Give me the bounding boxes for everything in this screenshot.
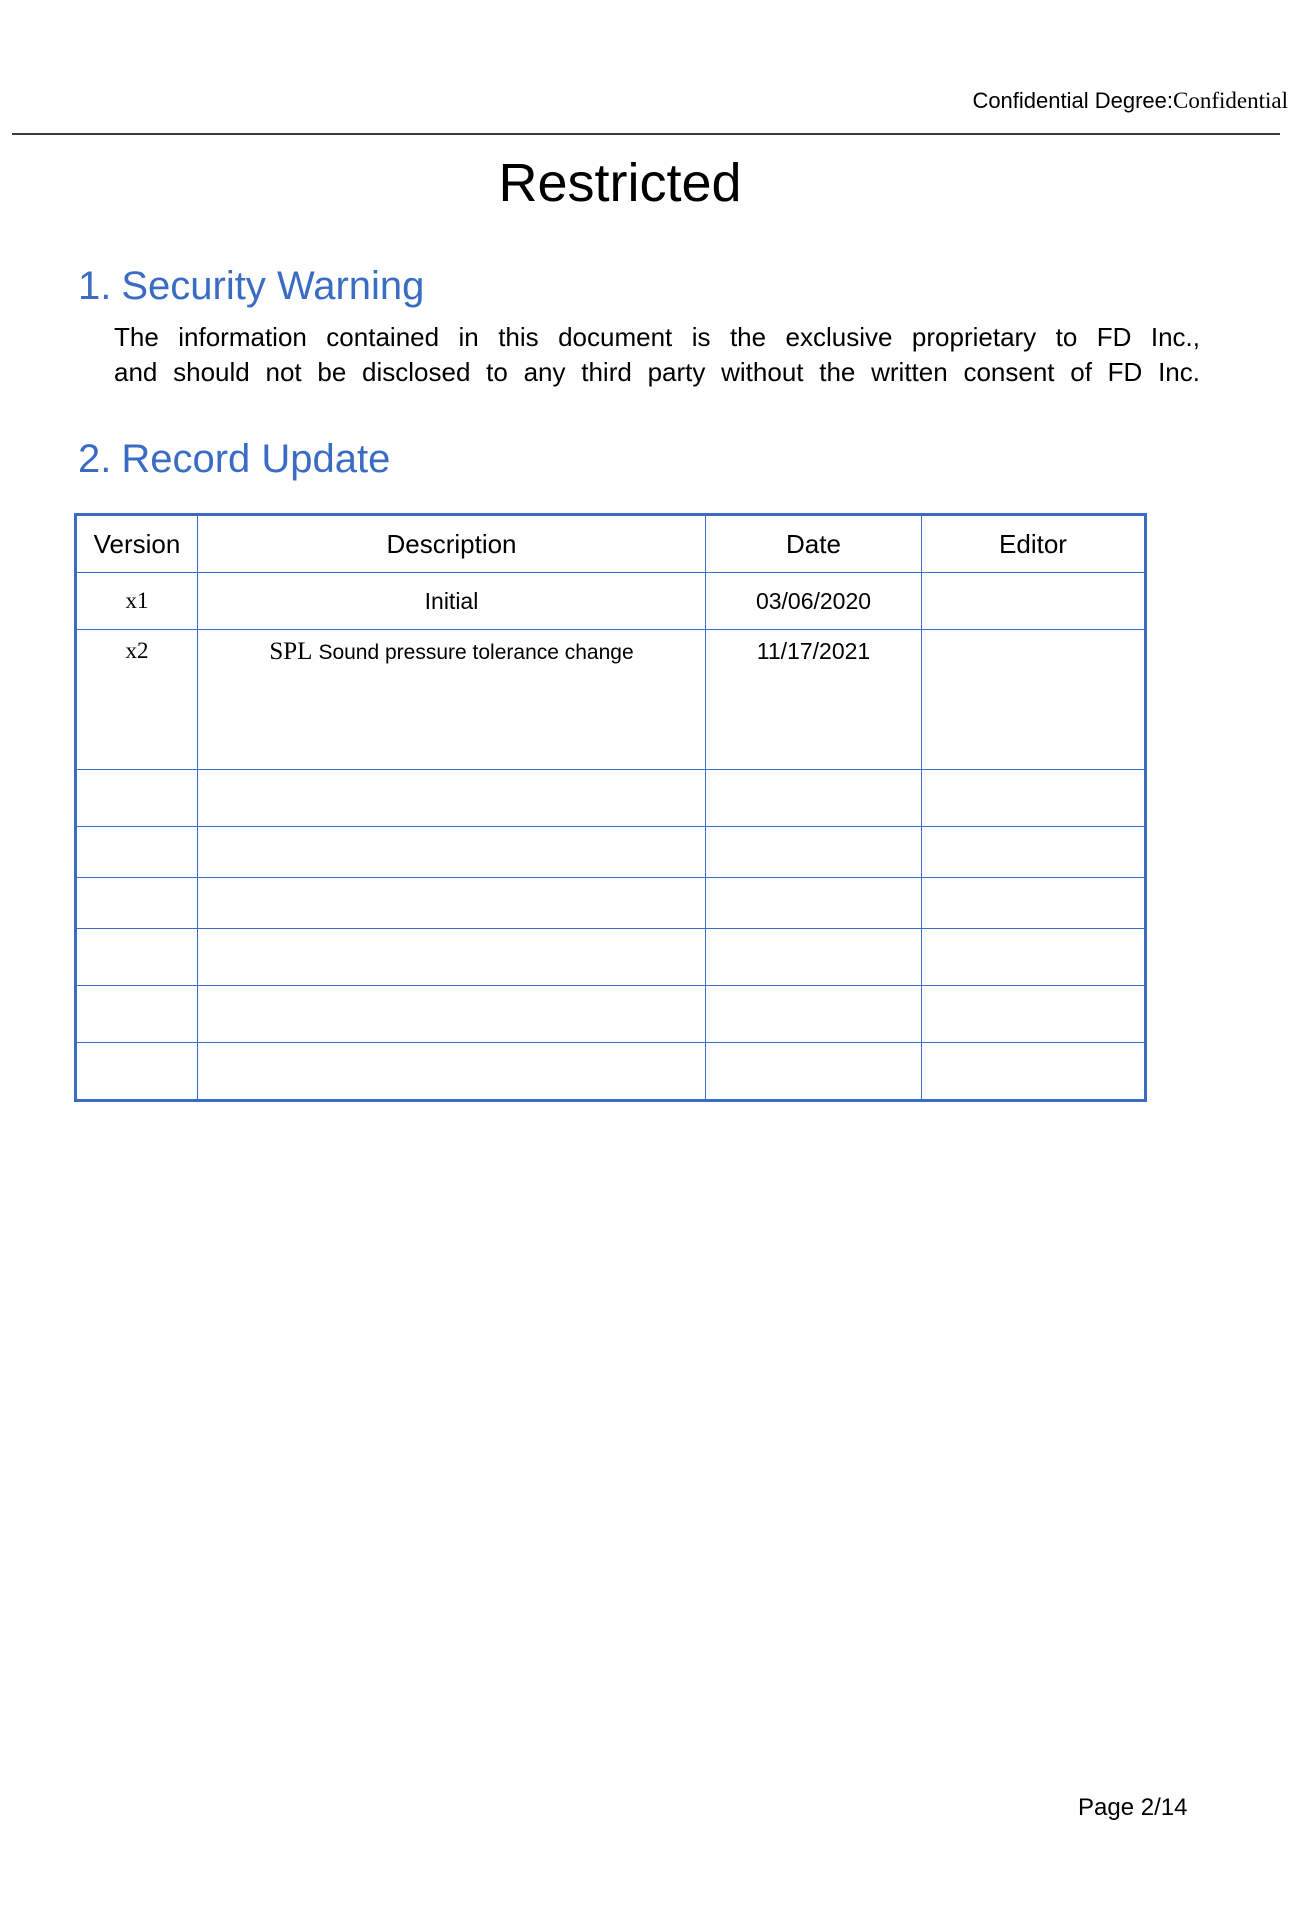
description-abbreviation: SPL xyxy=(269,638,313,665)
header-divider xyxy=(12,133,1280,135)
table-row-empty xyxy=(76,929,1146,986)
section-heading-record-update xyxy=(78,435,390,483)
table-row-empty xyxy=(76,1043,1146,1101)
cell-description: Initial xyxy=(198,573,706,630)
column-header-date: Date xyxy=(706,515,922,573)
table-row xyxy=(76,630,1146,770)
cell-version: x1 xyxy=(76,573,198,630)
cell-date: 03/06/2020 xyxy=(706,573,922,630)
cell-empty xyxy=(706,770,922,827)
column-header-description: Description xyxy=(198,515,706,573)
cell-empty xyxy=(198,878,706,929)
cell-empty xyxy=(76,827,198,878)
cell-empty xyxy=(922,1043,1146,1101)
section-title: Record Update xyxy=(121,437,391,481)
cell-empty xyxy=(198,986,706,1043)
cell-empty xyxy=(922,929,1146,986)
cell-empty xyxy=(922,770,1146,827)
column-header-editor: Editor xyxy=(922,515,1146,573)
table-row-empty xyxy=(76,878,1146,929)
document-title: Restricted xyxy=(498,153,742,213)
column-header-version: Version xyxy=(76,515,198,573)
cell-empty xyxy=(76,986,198,1043)
record-update-table xyxy=(74,513,1147,1102)
cell-editor xyxy=(922,573,1146,630)
description-text: Sound pressure tolerance change xyxy=(318,641,634,664)
cell-empty xyxy=(198,827,706,878)
cell-editor xyxy=(922,630,1146,770)
cell-empty xyxy=(706,1043,922,1101)
confidential-value: Confidential xyxy=(1173,88,1288,113)
cell-empty xyxy=(198,1043,706,1101)
cell-empty xyxy=(198,929,706,986)
table-row xyxy=(76,573,1146,630)
cell-empty xyxy=(706,878,922,929)
cell-empty xyxy=(76,1043,198,1101)
page-number: Page 2/14 xyxy=(1078,1794,1188,1821)
cell-empty xyxy=(706,986,922,1043)
cell-empty xyxy=(198,770,706,827)
cell-version: x2 xyxy=(76,630,198,770)
cell-empty xyxy=(922,986,1146,1043)
cell-description xyxy=(198,630,706,770)
security-warning-text xyxy=(114,320,1200,390)
table-row-empty xyxy=(76,827,1146,878)
section-number: 1. xyxy=(78,264,112,308)
warning-line-2: and should not be disclosed to any third party without the written consent of FD Inc. xyxy=(114,357,1200,387)
cell-empty xyxy=(706,827,922,878)
cell-empty xyxy=(76,878,198,929)
section-number: 2. xyxy=(78,437,112,481)
cell-date: 11/17/2021 xyxy=(706,630,922,770)
confidential-degree xyxy=(972,88,1288,114)
cell-empty xyxy=(76,770,198,827)
table-row-empty xyxy=(76,770,1146,827)
warning-line-1: The information contained in this document is the exclusive proprietary to FD Inc., xyxy=(114,322,1200,352)
section-title: Security Warning xyxy=(121,264,425,308)
cell-empty xyxy=(922,878,1146,929)
table-row-empty xyxy=(76,986,1146,1043)
cell-empty xyxy=(706,929,922,986)
confidential-label: Confidential Degree: xyxy=(972,88,1174,113)
section-heading-security-warning xyxy=(78,262,424,310)
table-header-row xyxy=(76,515,1146,573)
cell-empty xyxy=(76,929,198,986)
cell-empty xyxy=(922,827,1146,878)
